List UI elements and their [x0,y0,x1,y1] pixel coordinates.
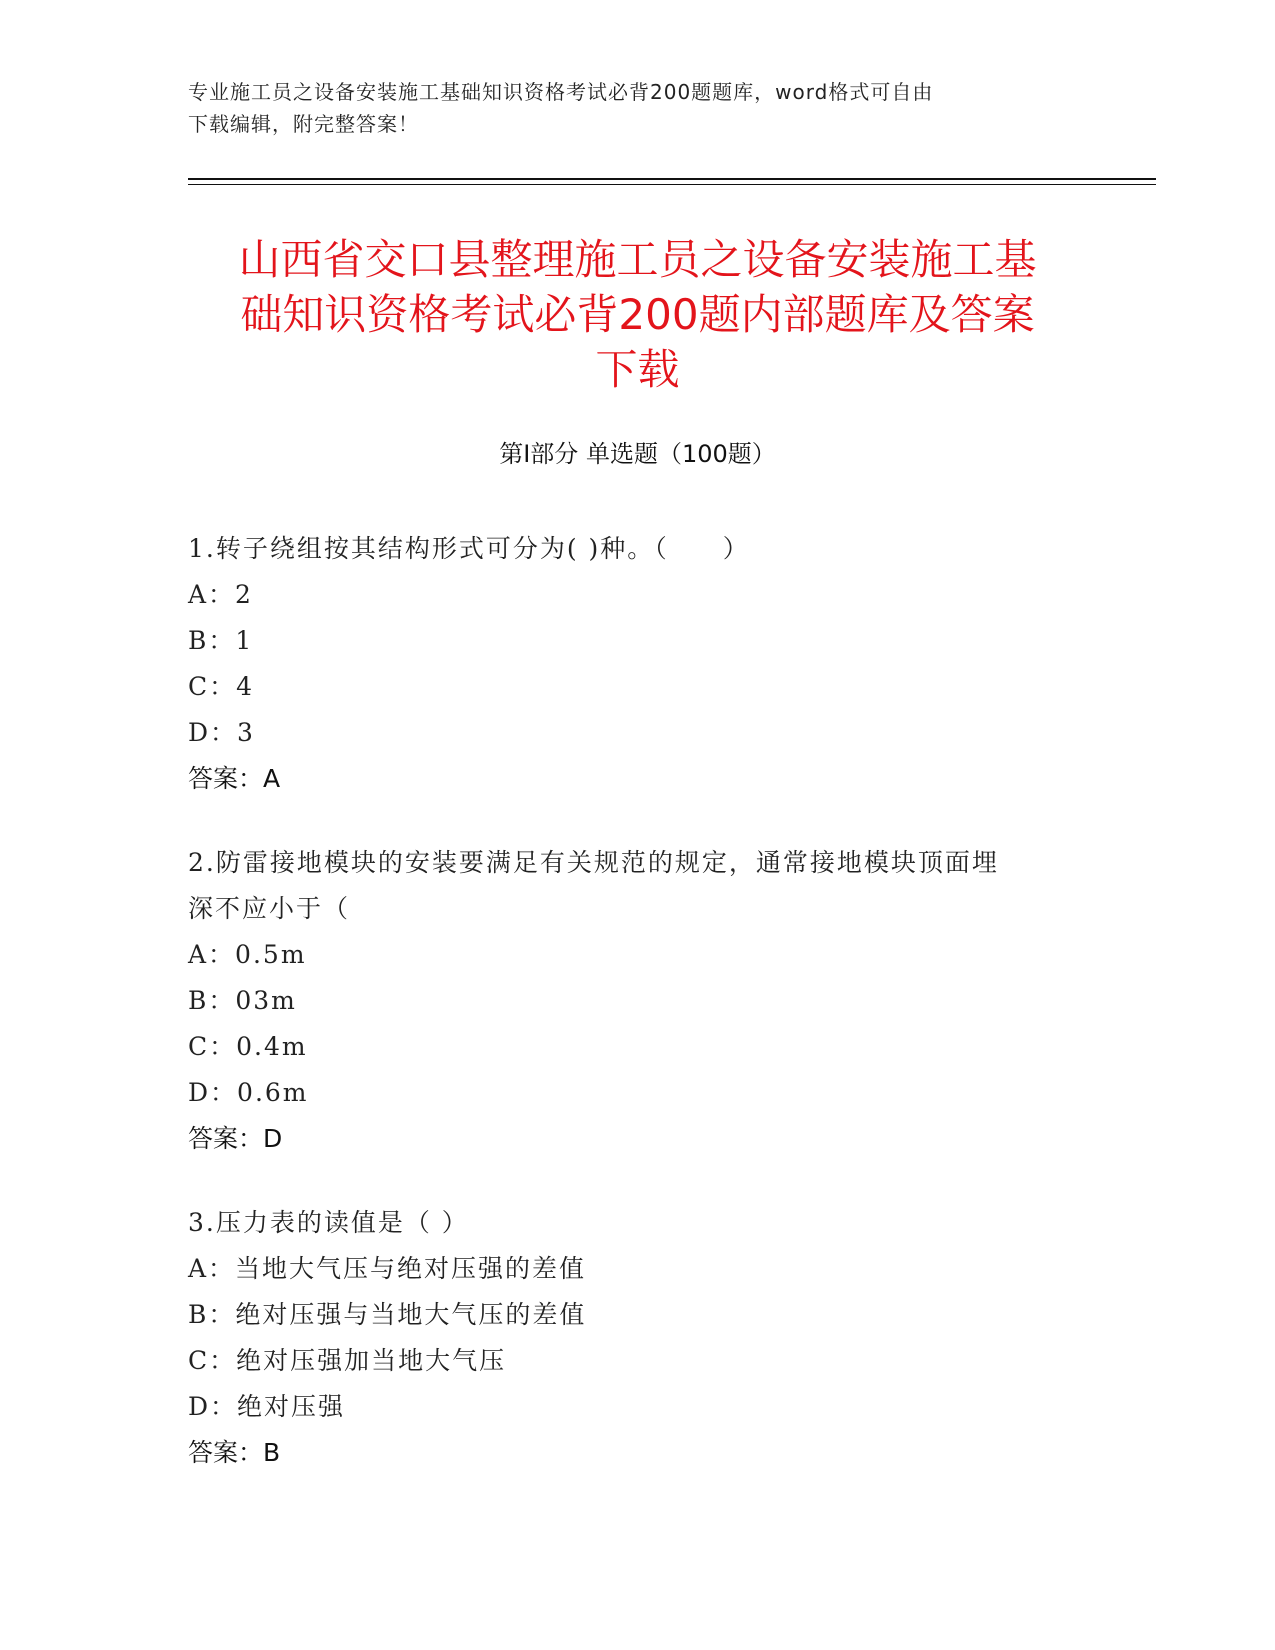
header-divider-thick [188,178,1156,180]
answer: 答案：A [188,764,281,793]
option-a: A：2 [188,580,253,609]
answer: 答案：D [188,1124,283,1153]
question-2 [188,840,1068,1162]
option-a: A：0.5m [188,940,307,969]
question-stem-line-1: 2.防雷接地模块的安装要满足有关规范的规定，通常接地模块顶面埋 [188,848,999,877]
option-c: C：0.4m [188,1032,308,1061]
option-b: B：03m [188,986,297,1015]
header-note-line-2: 下载编辑，附完整答案！ [188,112,419,136]
option-b: B：绝对压强与当地大气压的差值 [188,1300,587,1329]
question-stem: 1.转子绕组按其结构形式可分为( )种。（ ） [188,534,750,563]
document-title-line-3: 下载 [595,345,680,394]
option-c: C：绝对压强加当地大气压 [188,1346,507,1375]
document-title [150,232,1125,397]
question-3 [188,1200,1068,1476]
question-list [188,526,1068,1514]
question-1 [188,526,1068,802]
answer: 答案：B [188,1438,281,1467]
option-a: A：当地大气压与绝对压强的差值 [188,1254,587,1283]
option-c: C：4 [188,672,255,701]
option-d: D：绝对压强 [188,1392,346,1421]
option-d: D：3 [188,718,255,747]
option-b: B：1 [188,626,254,655]
question-stem-line-2: 深不应小于（ [188,894,351,923]
header-note [188,76,1088,140]
document-title-line-1: 山西省交口县整理施工员之设备安装施工基 [238,235,1037,284]
option-d: D：0.6m [188,1078,309,1107]
section-heading: 第Ⅰ部分 单选题（100题） [499,440,776,468]
header-divider-thin [188,184,1156,185]
document-title-line-2: 础知识资格考试必背200题内部题库及答案 [240,290,1035,339]
question-stem: 3.压力表的读值是（ ） [188,1208,469,1237]
header-note-line-1: 专业施工员之设备安装施工基础知识资格考试必背200题题库，word格式可自由 [188,80,934,104]
